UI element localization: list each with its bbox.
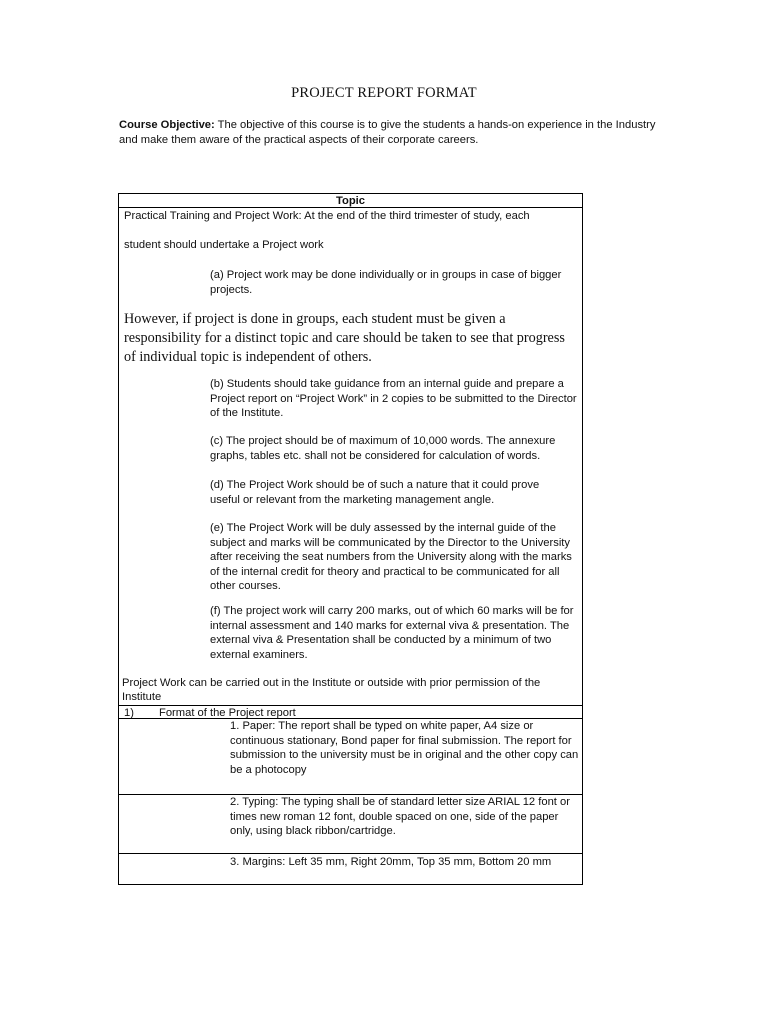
intro-line-1: Practical Training and Project Work: At the end of the third trimester of study, each: [124, 210, 530, 222]
page-title: PROJECT REPORT FORMAT: [291, 85, 477, 101]
objective-label: Course Objective:: [119, 119, 215, 131]
intro-line-2: student should undertake a Project work: [124, 239, 324, 251]
item-d: (d) The Project Work should be of such a nature that it could prove useful or relevant from the marketing management angle.: [210, 479, 540, 506]
item-e: (e) The Project Work will be duly assessed by the internal guide of the subject and marks will be communicated by the Director to the University after receiving the seat numbers from the University along with the marks of the internal credit for theory and practical to be communicated for all other courses.: [210, 522, 572, 592]
format-number: 1): [124, 707, 134, 719]
item-a: (a) Project work may be done individually or in groups in case of bigger projects.: [210, 269, 562, 296]
item-f: (f) The project work will carry 200 marks, out of which 60 marks will be for internal assessment and 140 marks for external viva & presentation. The external viva & Presentation shall be conducted by a minimum of two external examiners.: [210, 605, 574, 661]
point-paper: 1. Paper: The report shall be typed on white paper, A4 size or continuous stationary, Bond paper for final submission. The report for submission to the university must be in original and the other copy can be a photocopy: [230, 720, 579, 776]
format-heading: Format of the Project report: [159, 707, 296, 719]
course-objective: [119, 118, 669, 148]
outside-note: Project Work can be carried out in the Institute or outside with prior permission of the Institute: [122, 677, 541, 703]
point-typing: 2. Typing: The typing shall be of standard letter size ARIAL 12 font or times new roman 12 font, double spaced on one, side of the paper only, using black ribbon/cartridge.: [230, 796, 570, 837]
table-header-topic: Topic: [335, 195, 365, 207]
table-rule-point3: [118, 853, 583, 854]
item-c: (c) The project should be of maximum of 10,000 words. The annexure graphs, tables etc. shall not be considered for calculation of words.: [210, 435, 556, 462]
groups-note: However, if project is done in groups, each student must be given a responsibility for a distinct topic and care should be taken to see that progress of individual topic is independent of others.: [124, 311, 565, 365]
point-margins: 3. Margins: Left 35 mm, Right 20mm, Top 35 mm, Bottom 20 mm: [230, 856, 552, 868]
item-b: (b) Students should take guidance from an internal guide and prepare a Project report on “Project Work” in 2 copies to be submitted to the Director of the Institute.: [210, 378, 577, 419]
objective-text: The objective of this course is to give the students a hands-on experience in the Industry and make them aware of the practical aspects of their corporate careers.: [119, 119, 656, 146]
